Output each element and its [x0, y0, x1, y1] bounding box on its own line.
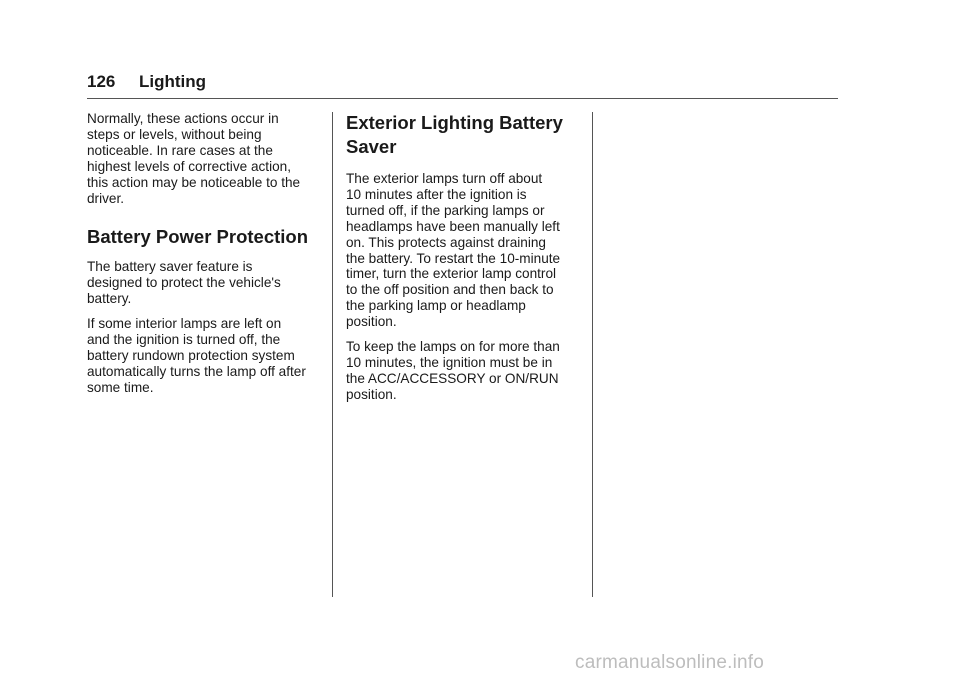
exterior-lamps-paragraph: The exterior lamps turn off about 10 minutes after the ignition is turned off, if the parking lamps or headlamps have been manually left on. This protects against draining the battery. To restart the 10-minute timer, turn the exterior lamp control to the off position and then back to the parking lamp or headlamp position. [346, 171, 561, 330]
watermark: carmanualsonline.info [575, 652, 765, 673]
section-title: Lighting [139, 72, 207, 91]
header-divider [87, 98, 838, 99]
column-divider-left [332, 112, 333, 597]
intro-paragraph: Normally, these actions occur in steps or levels, without being noticeable. In rare cases at the highest levels of corrective action, this action may be noticeable to the driver. [87, 111, 301, 206]
column-divider-right [592, 112, 593, 597]
keep-lamps-on-paragraph: To keep the lamps on for more than 10 minutes, the ignition must be in the ACC/ACCESSORY or ON/RUN position. [346, 339, 560, 402]
battery-power-protection-heading: Battery Power Protection [87, 226, 309, 248]
column-left [87, 111, 323, 405]
interior-lamps-paragraph: If some interior lamps are left on and the ignition is turned off, the battery rundown protection system automatically turns the lamp off after some time. [87, 316, 306, 395]
column-middle [346, 111, 582, 412]
exterior-lighting-battery-saver-heading: Exterior Lighting Battery Saver [346, 112, 563, 157]
battery-saver-paragraph: The battery saver feature is designed to protect the vehicle's battery. [87, 259, 281, 307]
page-number: 126 [87, 72, 116, 91]
page-header [87, 72, 206, 92]
